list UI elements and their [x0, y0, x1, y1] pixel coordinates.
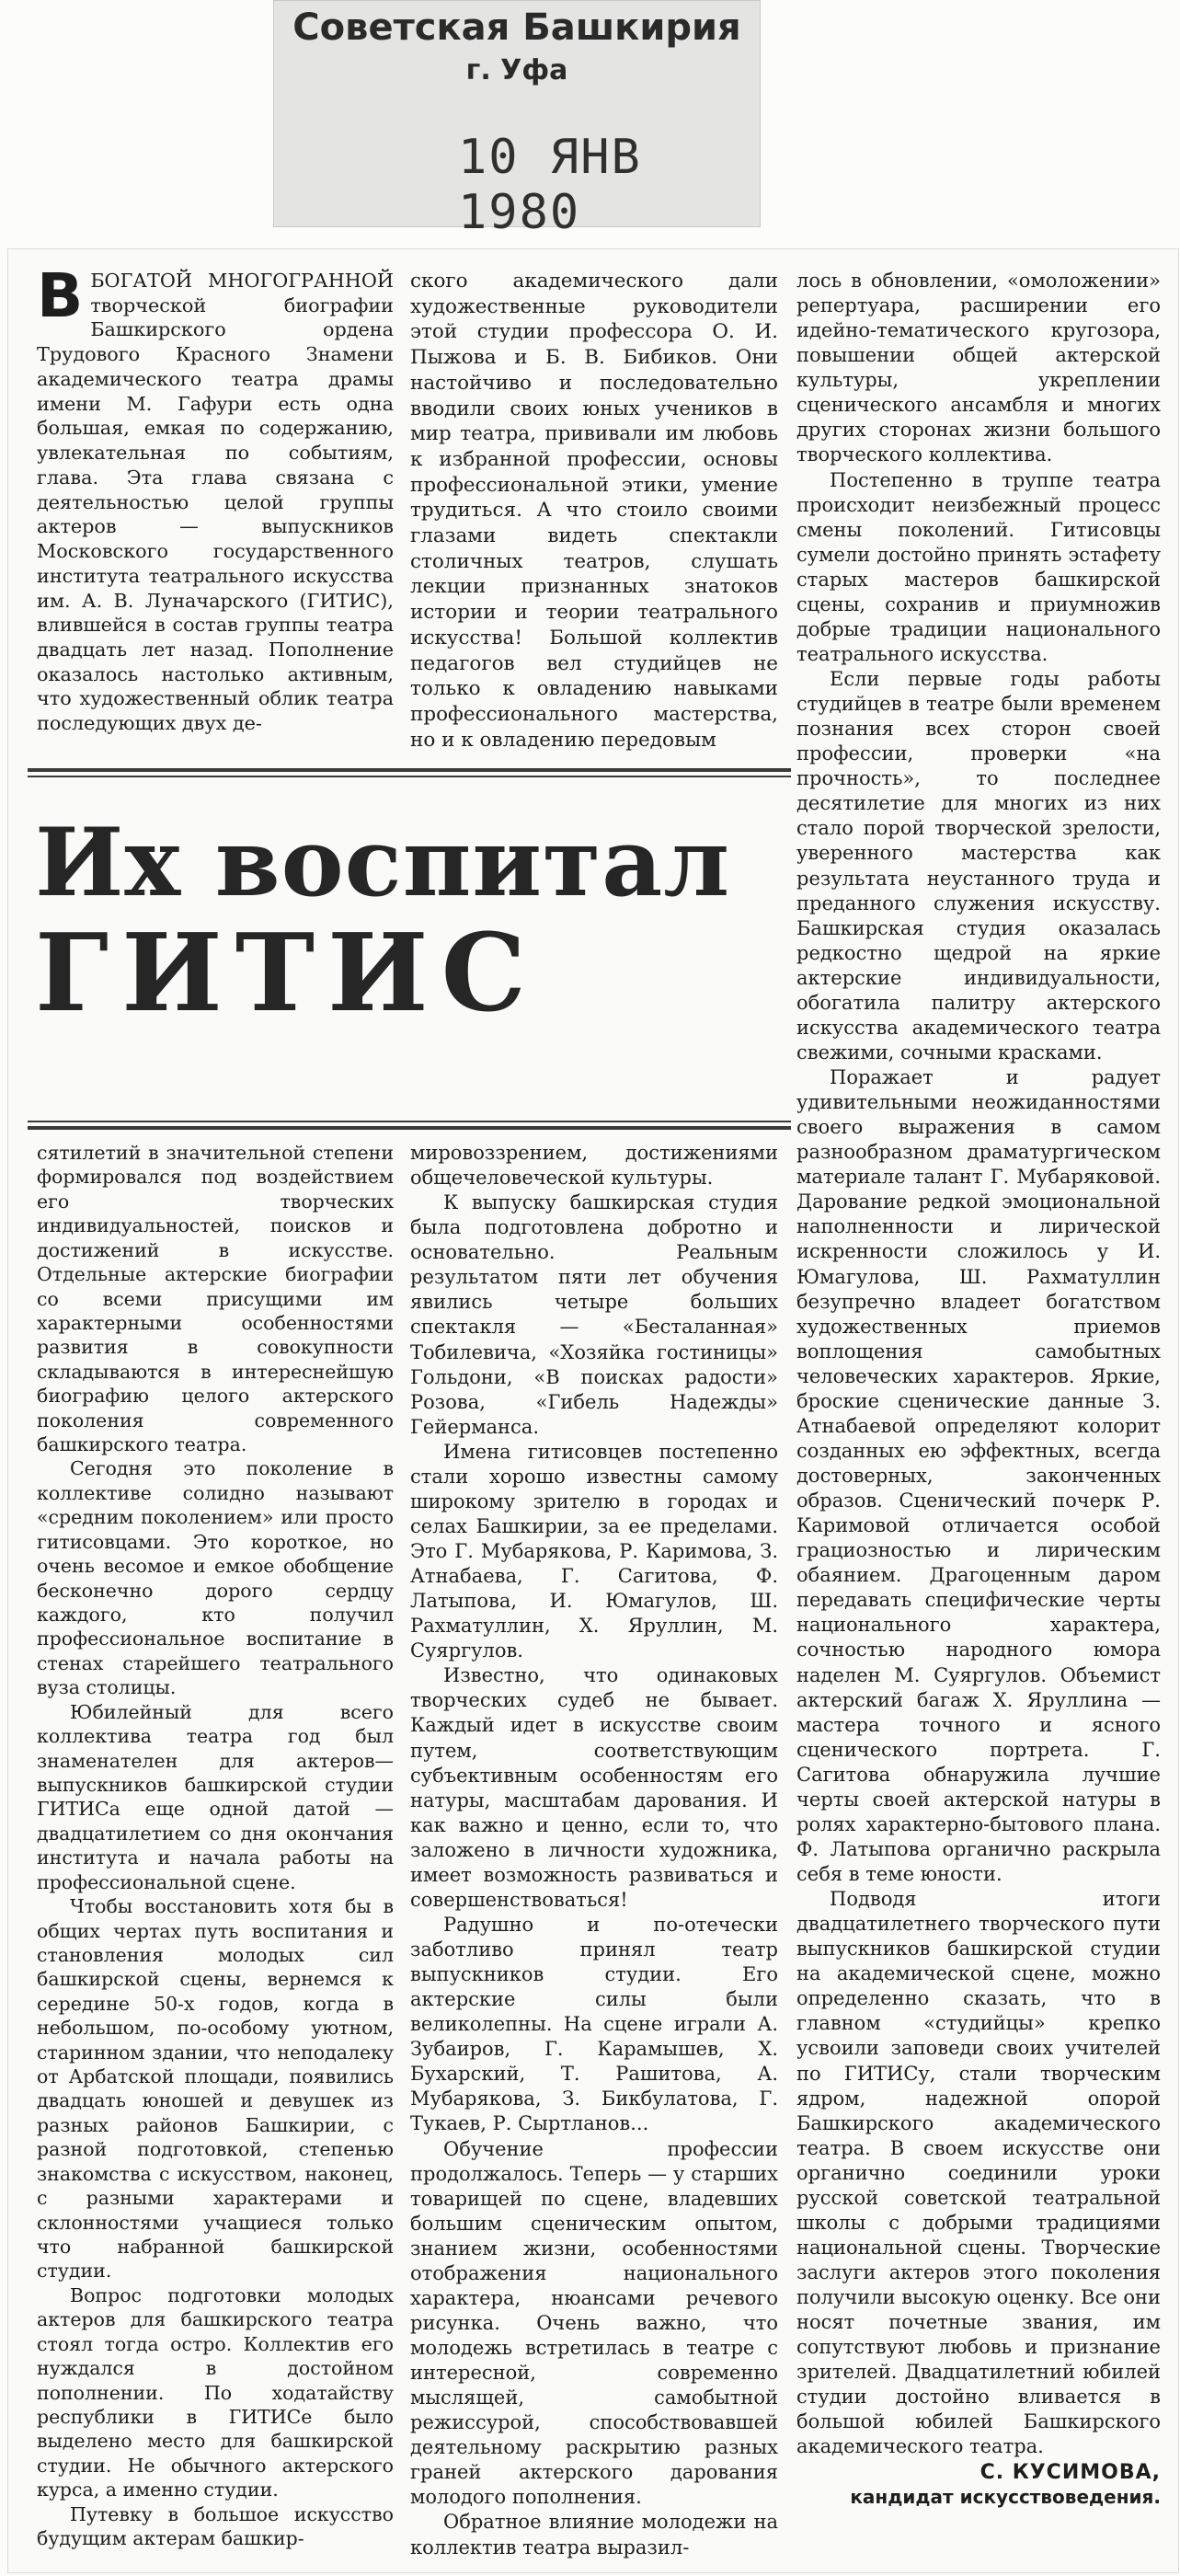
column-3	[796, 269, 1161, 2510]
col1-paragraph-2: Сегодня это поколение в коллективе солидно называют «средним поколением» или просто гитисовцами. Это короткое, но очень весомое и емкое обобщение бесконечно дорого сердцу каждого, кто получил профессиональное воспитание в стенах старейшего театрального вуза столицы.	[37, 1457, 394, 1699]
col1-paragraph-3: Юбилейный для всего коллектива театра год был знаменателен для актеров—выпускников башкирской студии ГИТИСа еще одной датой — двадцатилетием со дня окончания института и начала работы на профессиональной сцене.	[37, 1700, 394, 1893]
col1-paragraph-1: сятилетий в значительной степени формировался под воздействием его творческих индивидуальностей, поисков и достижений в искусстве. Отдельные актерские биографии со всеми присущими им характерными особенностями развития в совокупности складываются в интереснейшую биографию целого актерского поколения современного башкирского театра.	[37, 1142, 394, 1456]
headline	[35, 808, 789, 1036]
col3-paragraph-2: Постепенно в труппе театра происходит неизбежный процесс смены поколений. Гитисовцы сумели достойно принять эстафету старых мастеров башкирской сцены, сохранив и приумножив добрые традиции национального театрального искусства.	[796, 468, 1161, 665]
col2-paragraph-5: Радушно и по-отечески заботливо принял театр выпускников студии. Его актерские силы были великолепны. На сцене играли А. Зубаиров, Г. Карамышев, Х. Бухарский, Т. Рашитова, А. Мубарякова, З. Бикбулатова, Г. Тукаев, Р. Сыртланов...	[410, 1913, 778, 2135]
drop-cap: В	[37, 260, 84, 331]
headline-line-1: Их воспитал	[35, 808, 731, 918]
col2-top-paragraph: ского академического дали художественные руководители этой студии профессора О. И. Пыжова и Б. В. Бибиков. Они настойчиво и последовательно вводили своих юных учеников в мир театра, прививали им любовь к избранной профессии, основы профессиональной этики, умение трудиться. А что стоило своими глазами видеть спектакли столичных театров, слушать лекции признанных знатоков истории и теории театрального искусства! Большой коллектив педагогов вел студийцев не только к овладению навыками профессионального мастерства, но и к овладению передовым	[410, 270, 778, 752]
author-signature: С. КУСИМОВА,	[980, 2460, 1161, 2484]
headline-rule-top-2	[28, 776, 791, 777]
column-2-top	[410, 269, 778, 753]
headline-rule-top	[28, 768, 791, 772]
intro-text: БОГАТОЙ МНОГОГРАННОЙ творческой биографии Башкирского ордена Трудового Красного Знамени академического театра драмы имени М. Гафури есть одна большая, емкая по содержанию, увлекательная по событиям, глава. Эта глава связана с деятельностью целой группы актеров — выпускников Московского государственного института театрального искусства им. А. В. Луначарского (ГИТИС), влившейся в состав группы театра двадцать лет назад. Пополнение оказалось настолько активным, что художественный облик театра последующих двух де-	[37, 270, 394, 735]
city-name: г. Уфа	[465, 54, 568, 86]
col1-paragraph-4: Чтобы восстановить хотя бы в общих чертах путь воспитания и становления молодых сил башкирской сцены, вернемся к середине 50-х годов, когда в небольшом, по-особому уютном, старинном здании, что неподалеку от Арбатской площади, появились двадцать юношей и девушек из разных районов Башкирии, с разной подготовкой, степенью знакомства с искусством, наконец, с разными характерами и склонностями учащиеся только что набранной башкирской студии.	[37, 1895, 394, 2283]
author-title: кандидат искусствоведения.	[850, 2485, 1161, 2508]
col2-paragraph-3: Имена гитисовцев постепенно стали хорошо известны самому широкому зрителю в городах и селах Башкирии, за ее пределами. Это Г. Мубарякова, Р. Каримова, З. Атнабаева, Г. Сагитова, Ф. Латыпова, И. Юмагулов, Ш. Рахматуллин, Х. Яруллин, М. Суяргулов.	[410, 1440, 778, 1662]
column-1-top	[37, 260, 394, 736]
headline-rule-bottom-2	[28, 1126, 791, 1130]
col3-paragraph-5: Подводя итоги двадцатилетнего творческого пути выпускников башкирской студии на академической сцене, можно определенно сказать, что в главном «студийцы» крепко усвоили заповеди своих учителей по ГИТИСу, стали творческим ядром, надежной опорой Башкирского академического театра. В своем искусстве они органично соединили уроки русской советской театральной школы с добрыми традициями национальной сцены. Творческие заслуги актеров этого поколения получили высокую оценку. Все они носят почетные звания, им сопутствуют любовь и признание зрителей. Двадцатилетний юбилей студии достойно вливается в большой юбилей Башкирского академического театра.	[796, 1888, 1161, 2458]
col2-paragraph-6: Обучение профессии продолжалось. Теперь — у старших товарищей по сцене, владевших большим сценическим опытом, знанием жизни, особенностями отображения национального характера, нюансами речевого рисунка. Очень важно, что молодежь встретилась в театре с интересной, современно мыслящей, самобытной режиссурой, способствовавшей деятельному раскрытию разных граней актерского дарования молодого пополнения.	[410, 2137, 778, 2509]
newspaper-name: Советская Башкирия	[292, 6, 741, 49]
col1-paragraph-6: Путевку в большое искусство будущим актерам башкир-	[37, 2502, 394, 2550]
col2-paragraph-2: К выпуску башкирская студия была подготовлена добротно и основательно. Реальным результатом пяти лет обучения явились четыре больших спектакля — «Бесталанная» Тобилевича, «Хозяйка гостиницы» Гольдони, «В поисках радости» Розова, «Гибель Надежды» Гейерманса.	[410, 1191, 778, 1438]
col3-paragraph-3: Если первые годы работы студийцев в театре были временем познания всех сторон своей профессии, проверки «на прочность», то последнее десятилетие для многих из них стало порой творческой зрелости, уверенного мастерства как результата неустанного труда и преданного служения искусству. Башкирская студия оказалась редкостно щедрой на яркие актерские индивидуальности, обогатила палитру актерского искусства академического театра свежими, сочными красками.	[796, 668, 1161, 1064]
column-2-lower	[410, 1141, 778, 2560]
date-stamp: 10 ЯНВ 1980	[458, 130, 642, 240]
col2-paragraph-4: Известно, что одинаковых творческих судеб не бывает. Каждый идет в искусстве своим путем, соответствующим субъективным особенностям его натуры, масштабам дарования. И как важно и ценно, если то, что заложено в личности художника, имеет возможность развиваться и совершенствоваться!	[410, 1664, 778, 1911]
clipping-label	[273, 0, 761, 240]
headline-line-2: ГИТИС	[35, 911, 539, 1036]
intro-paragraph	[37, 260, 394, 736]
col1-paragraph-5: Вопрос подготовки молодых актеров для башкирского театра стоял тогда остро. Коллектив его нуждался в достойном пополнении. По ходатайству республики в ГИТИСе было выделено место для башкирской студии. Не обычного актерского курса, а именно студии.	[37, 2283, 394, 2501]
col3-paragraph-1: лось в обновлении, «омоложении» репертуара, расширении его идейно-тематического кругозора, повышении общей актерской культуры, укреплении сценического ансамбля и многих других сторонах жизни большого творческого коллектива.	[796, 270, 1161, 466]
column-1-lower	[37, 1141, 394, 2550]
headline-rule-bottom	[28, 1121, 791, 1122]
col2-paragraph-7: Обратное влияние молодежи на коллектив театра выразил-	[410, 2511, 778, 2559]
col3-paragraph-4: Поражает и радует удивительными неожиданностями своего выражения в самом разнообразном драматургическом материале талант Г. Мубаряковой. Дарование редкой эмоциональной наполненности и лирической искренности сложилось у И. Юмагулова, Ш. Рахматуллин безупречно владеет богатством художественных приемов воплощения самобытных человеческих характеров. Яркие, броские сценические данные З. Атнабаевой определяют колорит созданных ею эффектных, всегда достоверных, законченных образов. Сценический почерк Р. Каримовой отличается особой грациозностью и лирическим обаянием. Драгоценным даром передавать специфические черты национального характера, сочностью народного юмора наделен М. Суяргулов. Объемист актерский багаж Х. Яруллина — мастера точного и ясного сценического портрета. Г. Сагитова обнаружила лучшие черты своей актерской натуры в ролях характерно-бытового плана. Ф. Латыпова органично раскрыла себя в теме юности.	[796, 1066, 1161, 1885]
col2-paragraph-1: мировоззрением, достижениями общечеловеческой культуры.	[410, 1142, 778, 1190]
